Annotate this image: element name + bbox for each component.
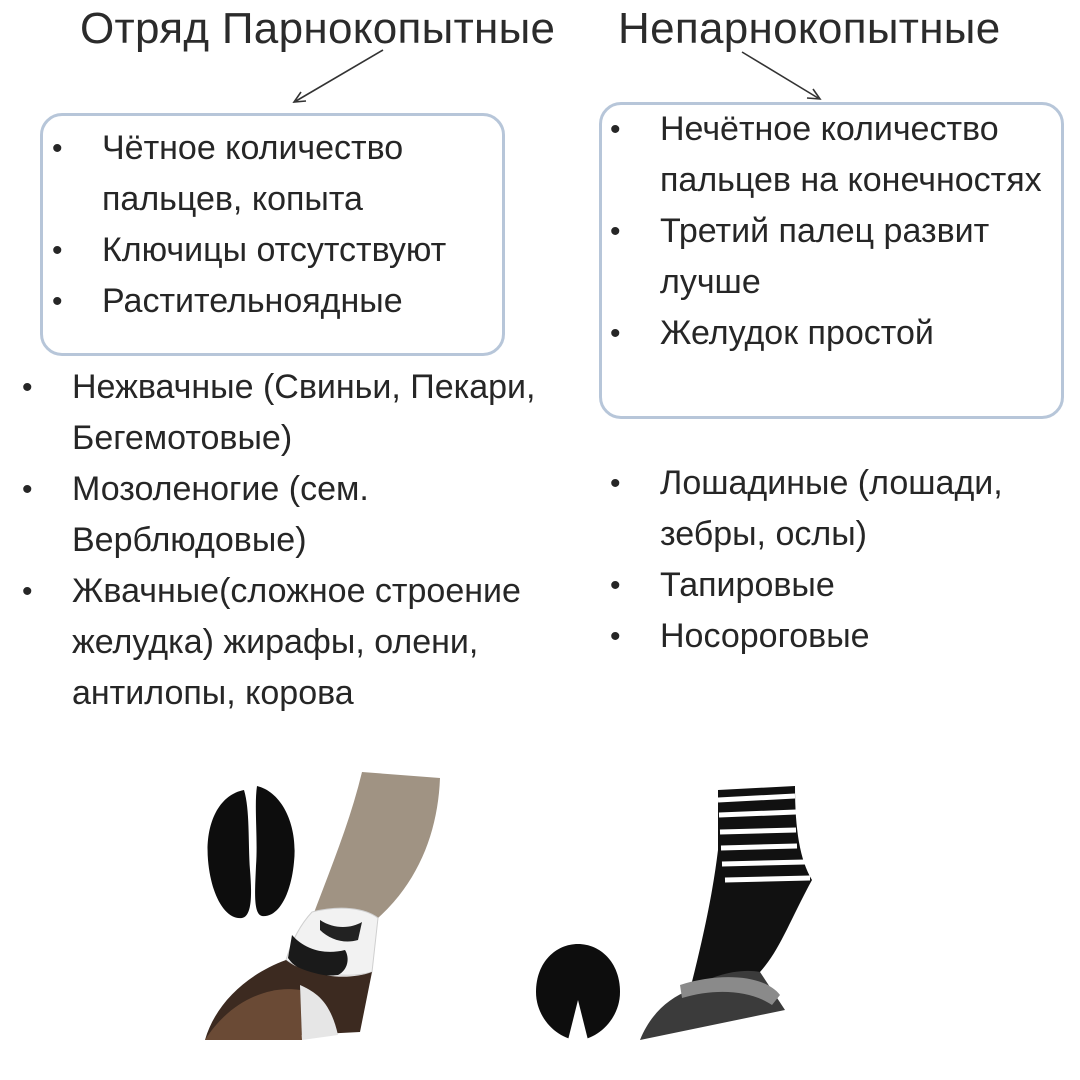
list-item: • Нежвачные (Свиньи, Пекари, Бегемотовые): [12, 362, 572, 464]
list-item: • Нечётное количество пальцев на конечностях: [600, 104, 1070, 206]
horse-hoof-print-icon: [536, 944, 620, 1040]
list-item: • Желудок простой: [600, 308, 1070, 359]
list-item: • Растительноядные: [42, 276, 512, 327]
list-item: • Лошадиные (лошади, зебры, ослы): [600, 458, 1070, 560]
list-item: • Жвачные(сложное строение желудка) жирафы, олени, антилопы, корова: [12, 566, 572, 719]
list-item: • Чётное количество пальцев, копыта: [42, 123, 512, 225]
list-item: • Носороговые: [600, 611, 1070, 662]
list-item: • Тапировые: [600, 560, 1070, 611]
list-item: • Мозоленогие (сем. Верблюдовые): [12, 464, 572, 566]
cloven-hoof-print-icon: [208, 786, 295, 918]
list-item: • Третий палец развит лучше: [600, 206, 1070, 308]
zebra-leg-hoof-icon: [640, 786, 812, 1040]
perissodactyla-title: Непарнокопытные: [618, 4, 1001, 53]
artiodactyla-title: Отряд Парнокопытные: [80, 4, 556, 53]
list-item: • Ключицы отсутствуют: [42, 225, 512, 276]
